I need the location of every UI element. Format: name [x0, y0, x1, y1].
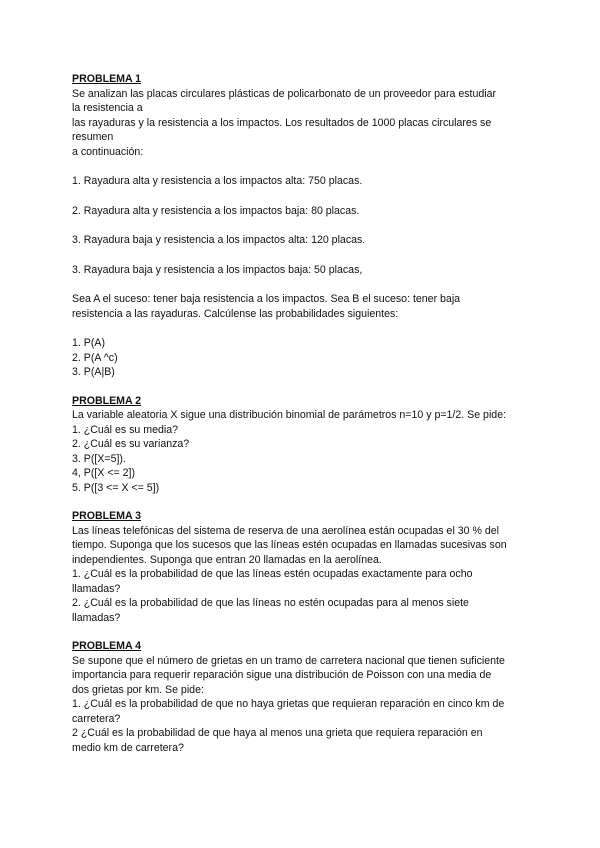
- problem-4: [72, 639, 532, 755]
- problem-2-question: 1. ¿Cuál es su media?: [72, 423, 178, 436]
- problem-3-line: 2. ¿Cuál es la probabilidad de que las líneas no estén ocupadas para al menos siete: [72, 597, 469, 609]
- problem-4-line: 2 ¿Cuál es la probabilidad de que haya al menos una grieta que requiera reparación en: [72, 727, 483, 739]
- problem-1-question: 2. P(A ^c): [72, 351, 118, 364]
- problem-1-intro-line: la resistencia a: [72, 102, 143, 114]
- problem-4-line: 1. ¿Cuál es la probabilidad de que no haya grietas que requieran reparación en cinco km de: [72, 698, 505, 710]
- problem-4-line: dos grietas por km. Se pide:: [72, 683, 204, 696]
- problem-2-question: 2. ¿Cuál es su varianza?: [72, 438, 190, 450]
- problem-4-line: importancia para requerir reparación sigue una distribución de Poisson con una media de: [72, 669, 492, 681]
- problem-1-title: PROBLEMA 1: [72, 73, 142, 85]
- problem-2-question: 4, P([X <= 2]): [72, 467, 136, 479]
- problem-2-statement: La variable aleatoria X sigue una distribución binomial de parámetros n=10 y p=1/2. Se pide:: [72, 409, 507, 421]
- problem-1-case: 3. Rayadura baja y resistencia a los impactos baja: 50 placas,: [72, 263, 363, 276]
- problem-4-line: carretera?: [72, 712, 121, 725]
- problem-3-line: llamadas?: [72, 582, 121, 595]
- problem-4-line: medio km de carretera?: [72, 741, 184, 754]
- problem-1-event-line: Sea A el suceso: tener baja resistencia a los impactos. Sea B el suceso: tener baja: [72, 293, 461, 305]
- problem-2-title: PROBLEMA 2: [72, 394, 142, 407]
- problem-1-intro-line: las rayaduras y la resistencia a los impactos. Los resultados de 1000 placas circulares se: [72, 116, 492, 129]
- problem-1-case: 1. Rayadura alta y resistencia a los impactos alta: 750 placas.: [72, 175, 363, 187]
- problem-1-intro-line: Se analizan las placas circulares plásticas de policarbonato de un proveedor para estudiar: [72, 87, 497, 100]
- document-content: [72, 72, 532, 755]
- problem-1-case: 3. Rayadura baja y resistencia a los impactos alta: 120 placas.: [72, 234, 366, 246]
- problem-4-title: PROBLEMA 4: [72, 640, 142, 652]
- problem-2: [72, 394, 532, 496]
- problem-1-event-line: resistencia a las rayaduras. Calcúlense las probabilidades siguientes:: [72, 307, 399, 320]
- problem-2-question: 5. P([3 <= X <= 5]): [72, 481, 160, 494]
- problem-1-intro-line: resumen: [72, 131, 114, 143]
- problem-3-line: independientes. Suponga que entran 20 llamadas en la aerolínea.: [72, 553, 382, 566]
- problem-3-title: PROBLEMA 3: [72, 510, 142, 522]
- problem-3-line: tiempo. Suponga que los sucesos que las líneas estén ocupadas en llamadas sucesivas son: [72, 539, 507, 551]
- problem-1: [72, 72, 532, 380]
- problem-1-question: 1. P(A): [72, 337, 105, 349]
- problem-3-line: llamadas?: [72, 611, 121, 624]
- problem-3-line: 1. ¿Cuál es la probabilidad de que las líneas estén ocupadas exactamente para ocho: [72, 568, 473, 580]
- problem-4-line: Se supone que el número de grietas en un tramo de carretera nacional que tienen suficiente: [72, 654, 505, 667]
- problem-3: [72, 509, 532, 625]
- problem-2-question: 3. P([X=5]).: [72, 452, 126, 465]
- problem-1-intro-line: a continuación:: [72, 145, 144, 158]
- problem-3-line: Las líneas telefónicas del sistema de reserva de una aerolínea están ocupadas el 30 % del: [72, 524, 499, 537]
- problem-1-case: 2. Rayadura alta y resistencia a los impactos baja: 80 placas.: [72, 204, 360, 217]
- problem-1-question: 3. P(A|B): [72, 366, 115, 378]
